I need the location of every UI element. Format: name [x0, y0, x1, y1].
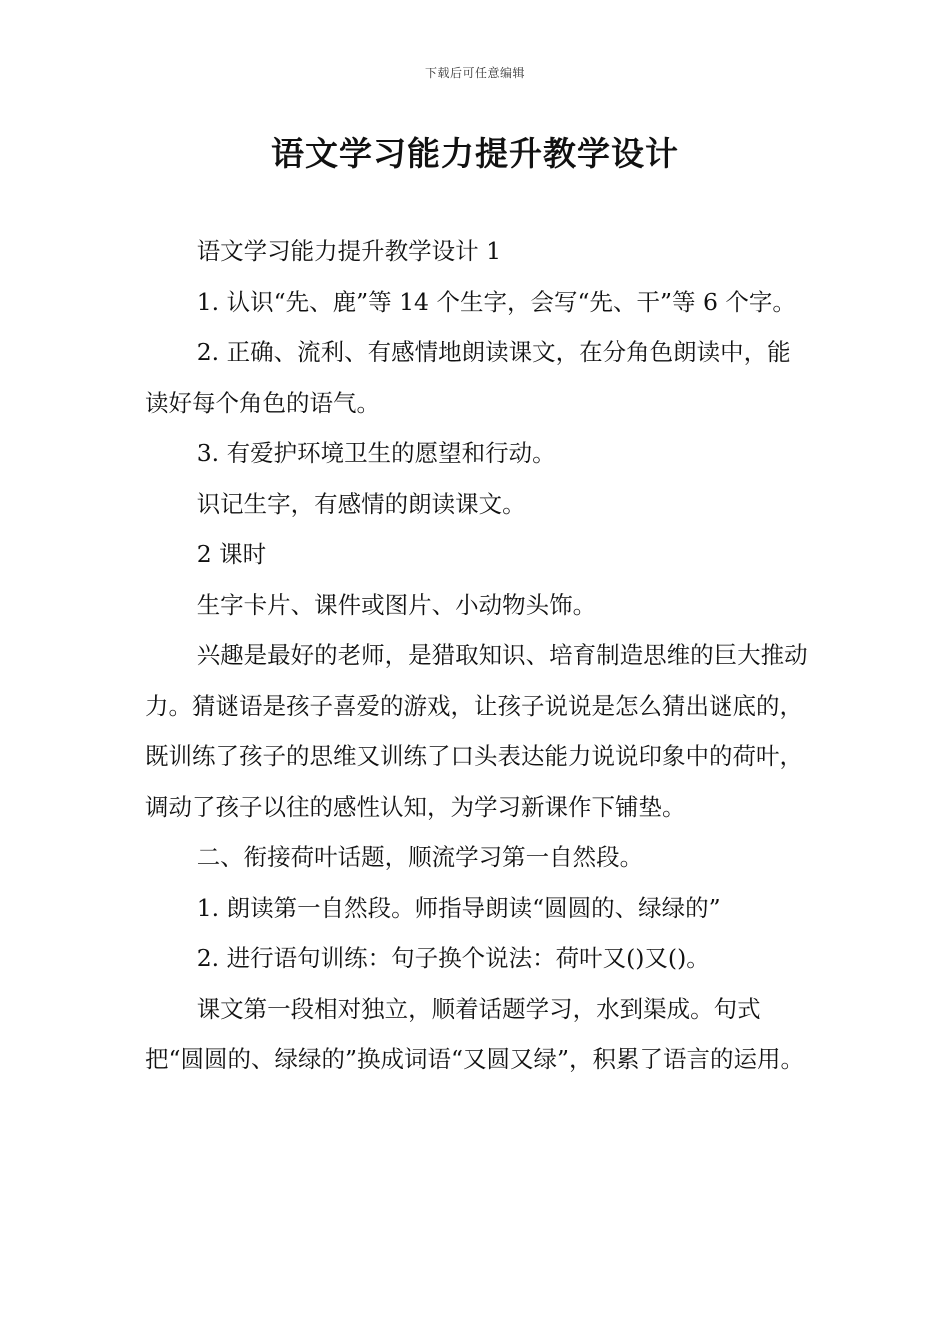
paragraph-goal-2: 2. 正确、流利、有感情地朗读课文，在分角色朗读中，能读好每个角色的语气。: [145, 338, 791, 417]
paragraph-key-points: 识记生字，有感情的朗读课文。: [196, 489, 526, 518]
header-note: 下载后可任意编辑: [424, 66, 525, 80]
paragraph-materials: 生字卡片、课件或图片、小动物头饰。: [196, 590, 597, 619]
document-body: [145, 226, 810, 1085]
paragraph-class-hours: 2 课时: [196, 540, 267, 568]
paragraph-step-1: 1. 朗读第一自然段。师指导朗读“圆圆的、绿绿的”: [196, 893, 721, 922]
paragraph-reflection: 课文第一段相对独立，顺着话题学习，水到渠成。句式把“圆圆的、绿绿的”换成词语“又圆又绿”，积累了语言的运用。: [145, 994, 805, 1073]
paragraph-goal-1: 1. 认识“先、鹿”等 14 个生字，会写“先、干”等 6 个字。: [196, 287, 796, 316]
paragraph-subtitle: 语文学习能力提升教学设计 1: [196, 237, 502, 265]
paragraph-section-two: 二、衔接荷叶话题，顺流学习第一自然段。: [196, 843, 644, 871]
paragraph-step-2: 2. 进行语句训练：句子换个说法：荷叶又()又()。: [196, 944, 710, 972]
paragraph-goal-3: 3. 有爱护环境卫生的愿望和行动。: [196, 439, 556, 467]
document-title: 语文学习能力提升教学设计: [271, 134, 679, 173]
paragraph-interest: 兴趣是最好的老师，是猎取知识、培育制造思维的巨大推动力。猜谜语是孩子喜爱的游戏，让孩子说说是怎么猜出谜底的，既训练了孩子的思维又训练了口头表达能力说说印象中的荷叶，调动了孩子以往的感性认知，为学习新课作下铺垫。: [145, 641, 808, 821]
